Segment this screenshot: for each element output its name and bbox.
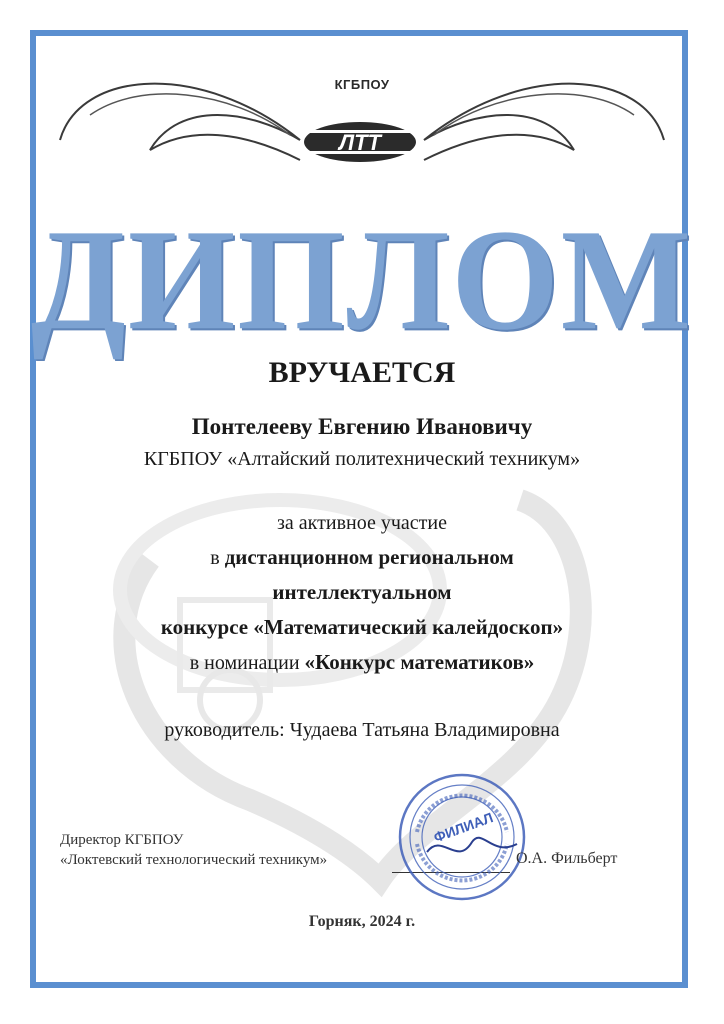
reason-line-2-prefix: в xyxy=(210,547,225,569)
reason-line-2-bold: дистанционном региональном xyxy=(224,545,514,569)
college-logo xyxy=(302,120,418,164)
reason-line-2 xyxy=(0,545,724,570)
reason-line-3-bold: интеллектуальном xyxy=(272,580,452,604)
logo-text: ЛТТ xyxy=(339,130,381,155)
signatory-name: О.А. Фильберт xyxy=(516,850,618,867)
place-date: Горняк, 2024 г. xyxy=(308,913,416,930)
recipient-name: Понтелееву Евгению Ивановичу xyxy=(191,414,533,439)
logo-emblem xyxy=(302,120,418,164)
director-position-line-2: «Локтевский технологический техникум» xyxy=(60,852,328,868)
reason-line-5-bold: «Конкурс математиков» xyxy=(304,650,535,674)
reason-line-1: за активное участие xyxy=(277,512,447,534)
official-stamp xyxy=(397,772,527,902)
awarded-heading: ВРУЧАЕТСЯ xyxy=(268,356,456,389)
reason-line-3 xyxy=(0,580,724,605)
org-short-label: КГБПОУ xyxy=(334,77,390,92)
stamp-center-text: ФИЛИАЛ xyxy=(431,809,496,846)
recipient-institution: КГБПОУ «Алтайский политехнический техникум» xyxy=(143,448,581,470)
supervisor-line: руководитель: Чудаева Татьяна Владимировна xyxy=(164,719,560,741)
director-position-line-1: Директор КГБПОУ xyxy=(60,832,184,848)
diploma-title: ДИПЛОМ xyxy=(30,199,694,360)
reason-line-5-prefix: в номинации xyxy=(189,652,305,674)
reason-line-5 xyxy=(0,650,724,675)
reason-line-4 xyxy=(0,615,724,640)
director-position xyxy=(60,830,327,870)
reason-line-4-bold: конкурсе «Математический калейдоскоп» xyxy=(160,615,564,639)
